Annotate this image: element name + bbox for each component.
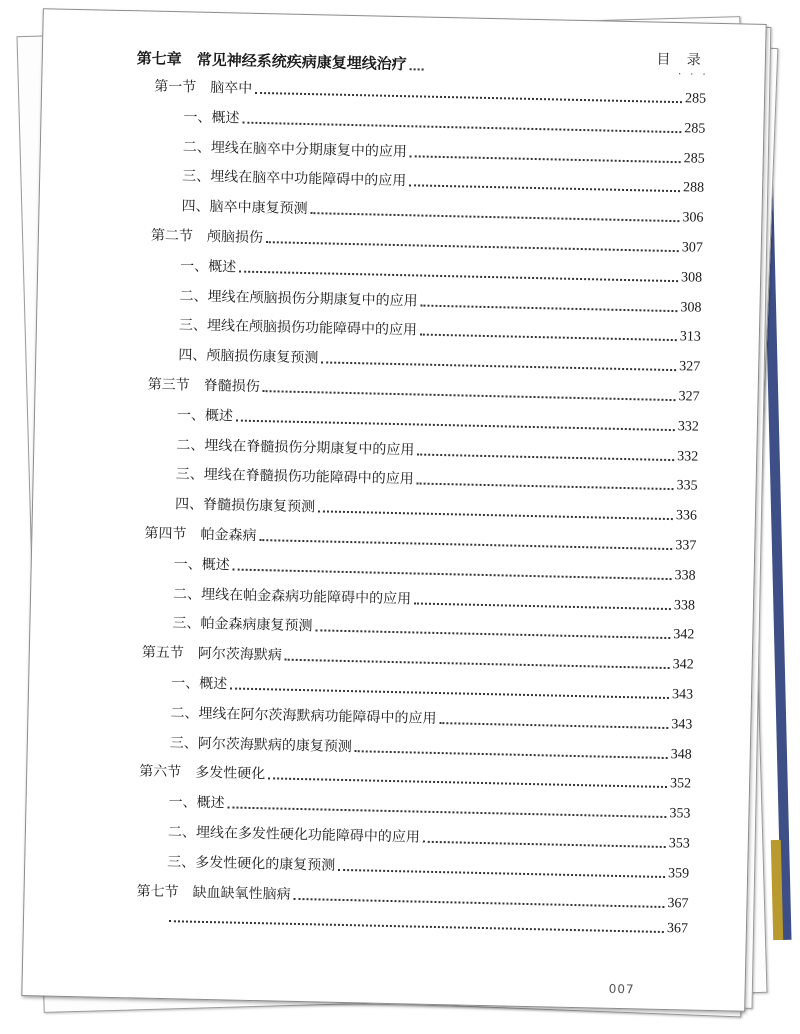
toc-section-entry[interactable] bbox=[154, 76, 706, 108]
toc-section-entry[interactable] bbox=[142, 642, 694, 674]
toc-subsection-entry[interactable] bbox=[176, 464, 698, 495]
dot-leader bbox=[410, 67, 424, 70]
dot-leader bbox=[255, 91, 682, 103]
dot-leader bbox=[417, 482, 674, 491]
toc-entry-title: 三、埋线在脑卒中功能障碍中的应用 bbox=[182, 168, 407, 190]
chapter-heading bbox=[137, 47, 427, 74]
toc-entry-title: 三、帕金森病康复预测 bbox=[172, 615, 313, 635]
toc-subsection-entry[interactable] bbox=[174, 553, 696, 584]
toc-entry-page: 332 bbox=[677, 418, 700, 435]
toc-subsection-entry[interactable] bbox=[183, 136, 705, 167]
toc-entry-page: 359 bbox=[667, 865, 690, 882]
toc-entry-page: 367 bbox=[666, 921, 689, 937]
toc-entry-title: 二、埋线在阿尔茨海默病功能障碍中的应用 bbox=[170, 704, 437, 727]
toc-entry-page: 285 bbox=[684, 121, 706, 137]
dot-leader bbox=[242, 120, 681, 133]
toc-entry-page: 343 bbox=[671, 687, 694, 703]
dot-leader bbox=[239, 269, 678, 282]
dot-leader bbox=[338, 868, 665, 878]
toc-subsection-entry[interactable] bbox=[171, 672, 693, 703]
toc-section-entry[interactable] bbox=[151, 225, 703, 257]
toc-entry-title: 第二节 颅脑损伤 bbox=[150, 227, 264, 247]
toc-entry-page: 338 bbox=[673, 597, 696, 614]
toc-subsection-entry[interactable] bbox=[166, 911, 688, 938]
dot-leader bbox=[310, 211, 679, 222]
toc-entry-title: 第五节 阿尔茨海默病 bbox=[141, 644, 282, 664]
toc-entry-page: 352 bbox=[669, 776, 692, 792]
toc-entry-title: 二、埋线在多发性硬化功能障碍中的应用 bbox=[167, 824, 421, 846]
toc-entry-title: 第七节 缺血缺氧性脑病 bbox=[136, 883, 291, 903]
toc-subsection-entry[interactable] bbox=[179, 315, 701, 346]
toc-subsection-entry[interactable] bbox=[173, 583, 695, 614]
toc-entry-page: 327 bbox=[678, 389, 700, 405]
toc-entry-page: 348 bbox=[670, 746, 692, 763]
dot-leader bbox=[439, 721, 668, 729]
toc-entry-title: 一、概述 bbox=[173, 556, 230, 574]
dot-leader bbox=[233, 567, 672, 580]
toc-subsection-entry[interactable] bbox=[179, 285, 701, 316]
toc-entry-title: 三、阿尔茨海默病的康复预测 bbox=[169, 734, 353, 755]
toc-section-entry[interactable] bbox=[136, 880, 688, 912]
toc-entry-page: 343 bbox=[671, 716, 693, 733]
toc-entry-page: 308 bbox=[680, 299, 702, 316]
dot-leader bbox=[321, 361, 676, 372]
toc-entry-page: 327 bbox=[679, 359, 701, 375]
toc-subsection-entry[interactable] bbox=[181, 195, 703, 226]
toc-entry-title: 第三节 脊髓损伤 bbox=[147, 376, 260, 396]
toc-entry-title: 四、颅脑损伤康复预测 bbox=[178, 347, 319, 367]
toc-entry-title: 二、埋线在脑卒中分期康复中的应用 bbox=[182, 138, 407, 160]
toc-subsection-entry[interactable] bbox=[178, 344, 700, 375]
toc-entry-title: 第一节 脑卒中 bbox=[154, 78, 253, 97]
toc-entry-title: 三、埋线在脊髓损伤功能障碍中的应用 bbox=[175, 466, 414, 488]
dot-leader bbox=[169, 920, 664, 934]
dot-leader bbox=[315, 629, 670, 640]
toc-entry-title: 二、埋线在帕金森病功能障碍中的应用 bbox=[172, 585, 412, 607]
toc-section-entry[interactable] bbox=[139, 761, 691, 793]
toc-entry-page: 338 bbox=[674, 567, 696, 584]
toc-entry-page: 342 bbox=[673, 627, 695, 643]
toc-entry-page: 336 bbox=[675, 508, 698, 524]
toc-entry-page: 353 bbox=[668, 836, 690, 852]
toc-subsection-entry[interactable] bbox=[168, 821, 690, 852]
dot-leader bbox=[227, 806, 666, 819]
chapter-title: 第七章 常见神经系统疾病康复埋线治疗 bbox=[136, 49, 407, 74]
toc-section-entry[interactable] bbox=[147, 374, 699, 406]
toc-page bbox=[21, 8, 766, 1012]
dot-leader bbox=[285, 658, 670, 669]
toc-subsection-entry[interactable] bbox=[177, 404, 699, 435]
toc-entry-title: 第四节 帕金森病 bbox=[144, 525, 257, 545]
dot-leader bbox=[259, 538, 672, 550]
dot-leader bbox=[355, 749, 668, 759]
toc-entry-title: 一、概述 bbox=[176, 407, 234, 425]
toc-subsection-entry[interactable] bbox=[170, 702, 692, 733]
dot-leader bbox=[417, 452, 674, 461]
dot-leader bbox=[410, 154, 681, 163]
toc-entry-title: 一、概述 bbox=[183, 109, 240, 127]
dot-leader bbox=[293, 896, 664, 907]
page-header: 目 录 bbox=[656, 51, 708, 69]
toc-entry-page: 332 bbox=[677, 448, 699, 465]
toc-subsection-entry[interactable] bbox=[176, 434, 698, 465]
toc-entry-title: 第六节 多发性硬化 bbox=[139, 763, 266, 783]
toc-entry-title: 一、概述 bbox=[170, 675, 228, 693]
toc-subsection-entry[interactable] bbox=[170, 732, 692, 763]
toc-entry-title: 三、多发性硬化的康复预测 bbox=[167, 853, 336, 874]
toc-subsection-entry[interactable] bbox=[168, 791, 690, 822]
toc-entry-title: 三、埋线在颅脑损伤功能障碍中的应用 bbox=[178, 317, 418, 339]
toc-entry-page: 342 bbox=[672, 657, 694, 673]
toc-entry-title: 四、脊髓损伤康复预测 bbox=[174, 496, 316, 516]
dot-leader bbox=[266, 240, 679, 252]
toc-entry-page: 335 bbox=[676, 478, 698, 495]
toc-entry-page: 288 bbox=[682, 180, 705, 197]
dot-leader bbox=[236, 418, 675, 431]
dot-leader bbox=[409, 184, 680, 193]
toc-subsection-entry[interactable] bbox=[180, 255, 702, 286]
toc-subsection-entry[interactable] bbox=[172, 613, 694, 644]
toc-subsection-entry[interactable] bbox=[182, 166, 704, 197]
dot-leader bbox=[318, 510, 673, 521]
toc-entry-page: 285 bbox=[684, 91, 707, 107]
toc-entry-title: 四、脑卒中康复预测 bbox=[181, 198, 308, 218]
dot-leader bbox=[420, 303, 677, 312]
dot-leader bbox=[230, 686, 669, 699]
toc-entry-page: 337 bbox=[675, 538, 697, 554]
toc-entry-title: 二、埋线在颅脑损伤分期康复中的应用 bbox=[179, 287, 418, 310]
toc-entry-page: 308 bbox=[680, 270, 703, 286]
page-number: 007 bbox=[608, 981, 635, 997]
dot-leader bbox=[268, 777, 667, 789]
toc-subsection-entry[interactable] bbox=[183, 106, 705, 137]
toc-entry-page: 285 bbox=[683, 150, 705, 167]
dot-leader bbox=[414, 601, 671, 610]
toc-entry-page: 306 bbox=[682, 210, 704, 226]
toc-entry-page: 353 bbox=[669, 806, 691, 822]
toc-section-entry[interactable] bbox=[144, 523, 696, 555]
dot-leader bbox=[263, 389, 676, 401]
toc-subsection-entry[interactable] bbox=[167, 851, 689, 882]
header-ornament: ·​·​· bbox=[677, 69, 715, 81]
dot-leader bbox=[423, 840, 666, 848]
toc-entry-title: 二、埋线在脊髓损伤分期康复中的应用 bbox=[176, 436, 415, 459]
dot-leader bbox=[420, 333, 677, 342]
toc-entry-page: 307 bbox=[681, 240, 703, 256]
toc-subsection-entry[interactable] bbox=[175, 493, 697, 524]
toc-entry-page: 367 bbox=[667, 895, 689, 912]
toc-entry-title: 一、概述 bbox=[180, 258, 237, 276]
toc-entry-page: 313 bbox=[679, 329, 701, 346]
toc-entry-title: 一、概述 bbox=[168, 794, 225, 812]
